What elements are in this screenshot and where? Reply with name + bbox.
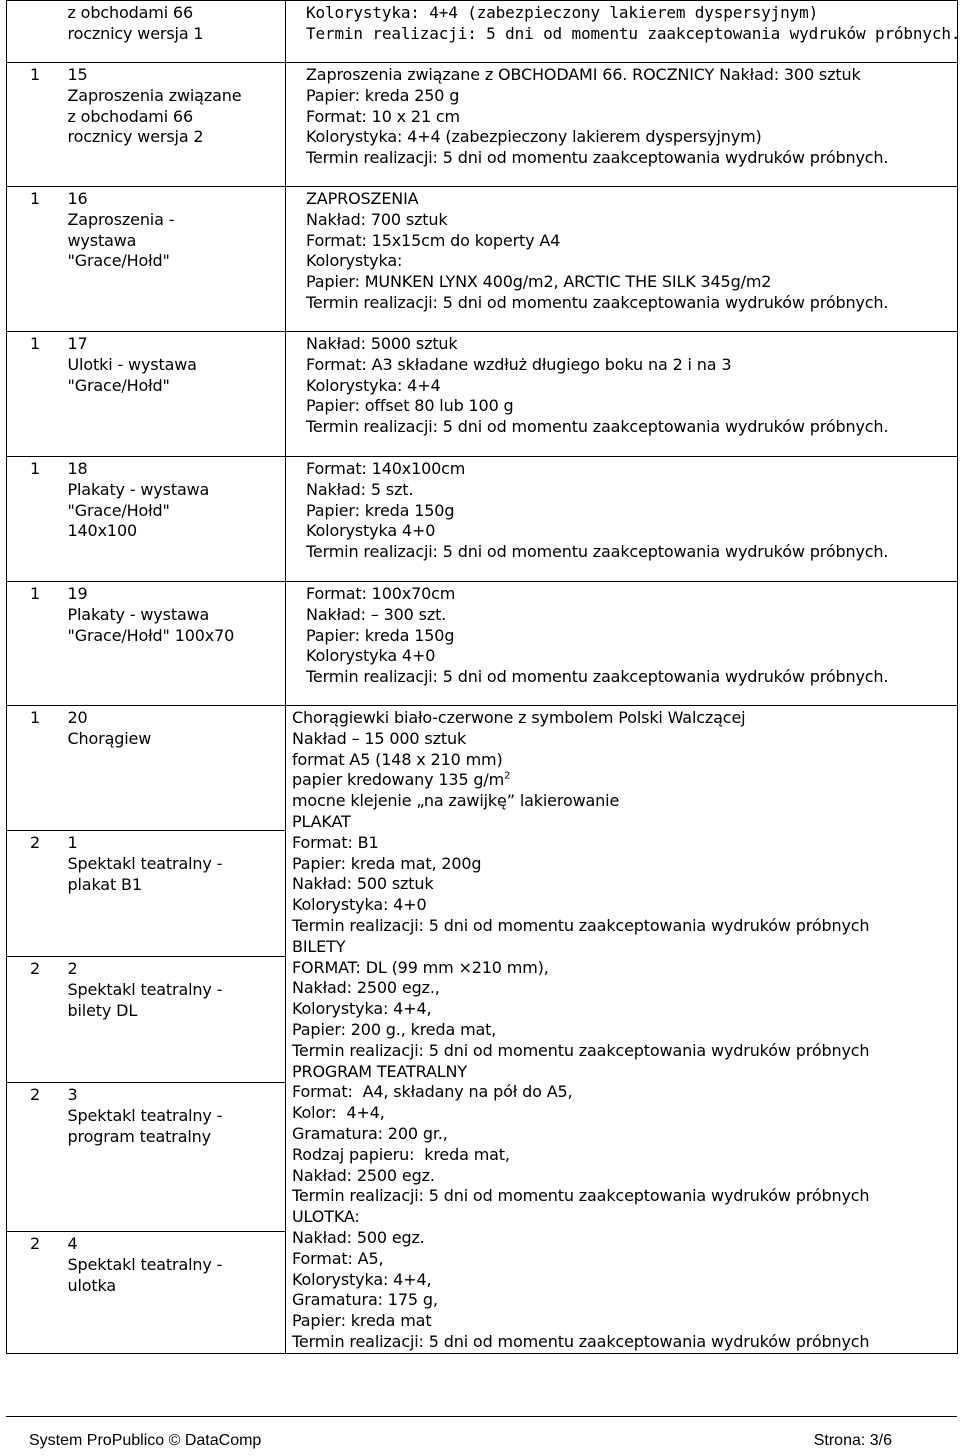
item-number: 17 (67, 334, 88, 353)
item-name-cell (66, 1232, 286, 1354)
item-name-cell (66, 831, 286, 957)
item-title: Spektakl teatralny - bilety DL (67, 979, 223, 1020)
item-number: 18 (67, 459, 88, 478)
item-description: Zaproszenia związane z OBCHODAMI 66. ROCZNICY Nakład: 300 sztuk Papier: kreda 250 g Format: 10 x 21 cm Kolorystyka: 4+4 (zabezpieczony lakierem dyspersyjnym) Termin realizacji: 5 dni od momentu zaakceptowania wydruków próbnych. (286, 63, 958, 187)
item-name-cell (66, 332, 286, 457)
item-title: Plakaty - wystawa "Grace/Hołd" 140x100 (67, 479, 210, 541)
item-title: z obchodami 66 rocznicy wersja 1 (67, 3, 204, 43)
table-row (7, 332, 958, 457)
item-title: Chorągiew (67, 728, 152, 748)
description-text-continued: mocne klejenie „na zawijkę” lakierowanie PLAKAT Format: B1 Papier: kreda mat, 200g Nakład: 500 sztuk Kolorystyka: 4+0 Termin realizacji: 5 dni od momentu zaakceptowania wydruków próbnych BILETY FORMAT: DL (99 mm ×210 mm), Nakład: 2500 egz., Kolorystyka: 4+4, Papier: 200 g., kreda mat, Termin realizacji: 5 dni od momentu zaakceptowania wydruków próbnych PROGRAM TEATRALNY Format: A4, składany na pół do A5, Kolor: 4+4, Gramatura: 200 gr., Rodzaj papieru: kreda mat, Nakład: 2500 egz. Termin realizacji: 5 dni od momentu zaakceptowania wydruków próbnych ULOTKA: Nakład: 500 egz. Format: A5, Kolorystyka: 4+4, Gramatura: 175 g, Papier: kreda mat Termin realizacji: 5 dni od momentu zaakceptowania wydruków próbnych (292, 791, 870, 1351)
part-number: 2 (7, 831, 66, 957)
item-number: 3 (67, 1085, 78, 1104)
table-row (7, 582, 958, 706)
item-name-cell (66, 457, 286, 582)
footer-divider (6, 1416, 957, 1417)
item-title: Zaproszenia - wystawa "Grace/Hołd" (67, 209, 175, 271)
table-row (7, 187, 958, 332)
part-number: 1 (7, 706, 66, 831)
description-text: Chorągiewki biało-czerwone z symbolem Polski Walczącej Nakład – 15 000 sztuk format A5 (148 x 210 mm) papier kredowany 135 g/m (292, 708, 746, 790)
item-name-cell (66, 582, 286, 706)
item-number: 20 (67, 708, 88, 727)
item-name-cell (66, 1083, 286, 1232)
table-row (7, 63, 958, 187)
item-name-cell (66, 187, 286, 332)
superscript: 2 (504, 771, 511, 783)
part-number: 2 (7, 957, 66, 1083)
item-number: 15 (67, 65, 88, 84)
table-row (7, 706, 958, 831)
item-number: 19 (67, 584, 88, 603)
part-number (7, 1, 66, 63)
item-description: Format: 140x100cm Nakład: 5 szt. Papier: kreda 150g Kolorystyka 4+0 Termin realizacji: 5 dni od momentu zaakceptowania wydruków próbnych. (286, 457, 958, 582)
part-number: 1 (7, 63, 66, 187)
item-title: Spektakl teatralny - plakat B1 (67, 853, 223, 894)
part-number: 2 (7, 1083, 66, 1232)
item-description: Kolorystyka: 4+4 (zabezpieczony lakierem dyspersyjnym) Termin realizacji: 5 dni od momentu zaakceptowania wydruków próbnych. (286, 1, 958, 63)
item-title: Plakaty - wystawa "Grace/Hołd" 100x70 (67, 604, 235, 645)
item-number: 4 (67, 1234, 78, 1253)
item-name-cell (66, 63, 286, 187)
part-number: 1 (7, 582, 66, 706)
item-description: Nakład: 5000 sztuk Format: A3 składane wzdłuż długiego boku na 2 i na 3 Kolorystyka: 4+4 Papier: offset 80 lub 100 g Termin realizacji: 5 dni od momentu zaakceptowania wydruków próbnych. (286, 332, 958, 457)
footer-system-name: System ProPublico © DataComp (29, 1432, 262, 1449)
item-title: Spektakl teatralny - program teatralny (67, 1105, 223, 1146)
part-number: 1 (7, 457, 66, 582)
item-title: Zaproszenia związane z obchodami 66 rocznicy wersja 2 (67, 85, 242, 147)
order-table (6, 0, 958, 1354)
table-row (7, 1, 958, 63)
part-number: 1 (7, 332, 66, 457)
part-number: 2 (7, 1232, 66, 1354)
part-number: 1 (7, 187, 66, 332)
page-footer (29, 1432, 892, 1450)
item-number: 16 (67, 189, 88, 208)
item-number: 2 (67, 959, 78, 978)
table-row (7, 457, 958, 582)
item-name-cell (66, 706, 286, 831)
item-title: Spektakl teatralny - ulotka (67, 1254, 223, 1295)
item-description: Format: 100x70cm Nakład: – 300 szt. Papier: kreda 150g Kolorystyka 4+0 Termin realizacji: 5 dni od momentu zaakceptowania wydruków próbnych. (286, 582, 958, 706)
item-description (286, 706, 958, 1354)
item-description: ZAPROSZENIA Nakład: 700 sztuk Format: 15x15cm do koperty A4 Kolorystyka: Papier: MUNKEN LYNX 400g/m2, ARCTIC THE SILK 345g/m2 Termin realizacji: 5 dni od momentu zaakceptowania wydruków próbnych. (286, 187, 958, 332)
item-name-cell (66, 957, 286, 1083)
footer-page-number: Strona: 3/6 (813, 1432, 892, 1449)
item-name-cell (66, 1, 286, 63)
item-number: 1 (67, 833, 78, 852)
item-title: Ulotki - wystawa "Grace/Hołd" (67, 354, 197, 395)
